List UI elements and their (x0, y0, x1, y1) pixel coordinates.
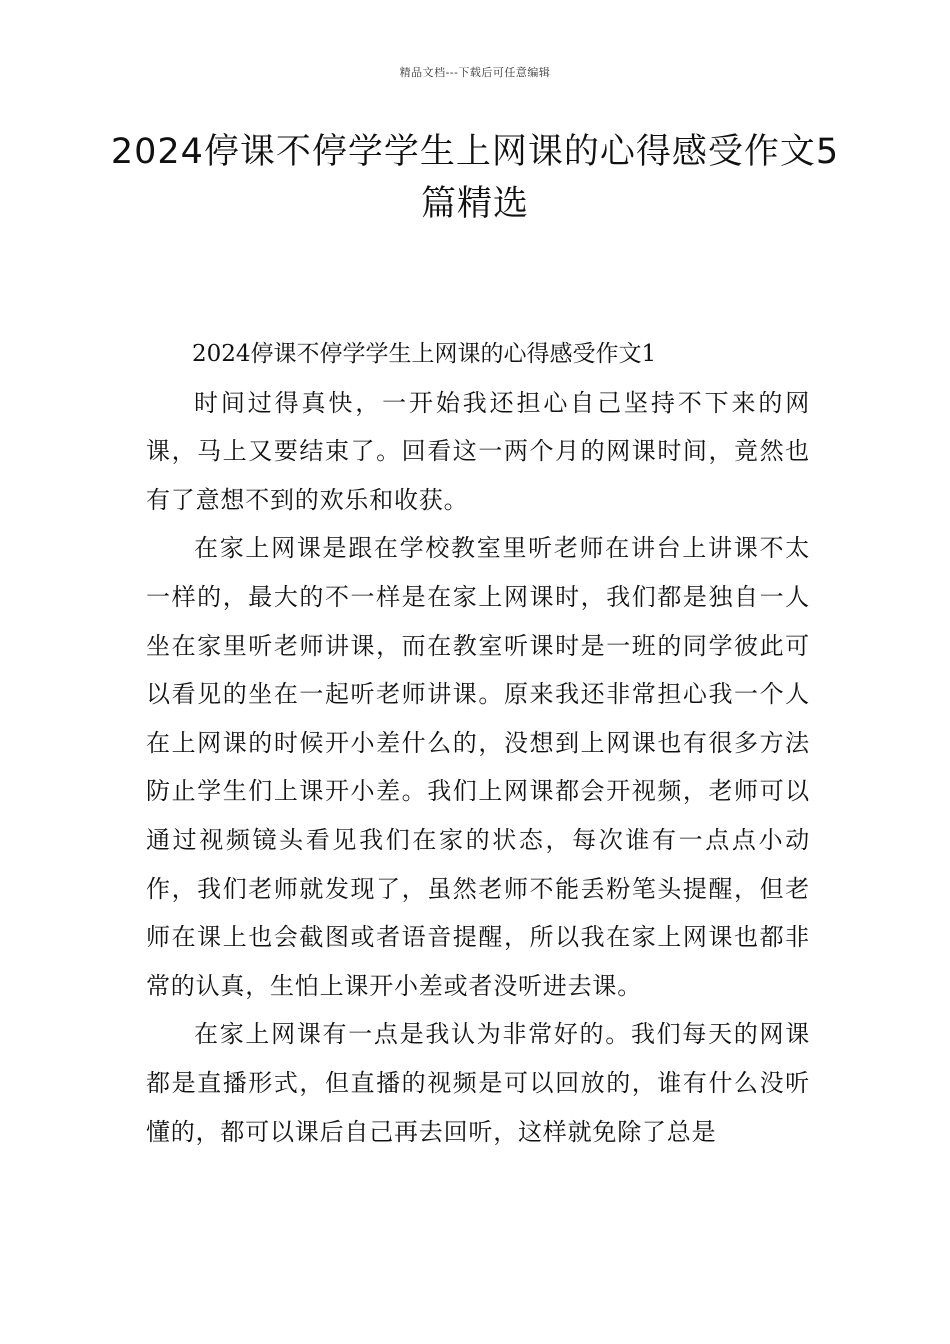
header-note: 精品文档---下载后可任意编辑 (399, 66, 551, 79)
paragraph: 时间过得真快，一开始我还担心自己坚持不下来的网课，马上又要结束了。回看这一两个月的网课时间，竟然也有了意想不到的欢乐和收获。 (146, 388, 810, 514)
document-body (146, 330, 810, 1156)
paragraph: 在家上网课有一点是我认为非常好的。我们每天的网课都是直播形式，但直播的视频是可以回放的，谁有什么没听懂的，都可以课后自己再去回听，这样就免除了总是 (146, 1020, 810, 1146)
paragraph: 在家上网课是跟在学校教室里听老师在讲台上讲课不太一样的，最大的不一样是在家上网课时，我们都是独自一人坐在家里听老师讲课，而在教室听课时是一班的同学彼此可以看见的坐在一起听老师讲课。原来我还非常担心我一个人在上网课的时候开小差什么的，没想到上网课也有很多方法防止学生们上课开小差。我们上网课都会开视频，老师可以通过视频镜头看见我们在家的状态，每次谁有一点点小动作，我们老师就发现了，虽然老师不能丢粉笔头提醒，但老师在课上也会截图或者语音提醒，所以我在家上网课也都非常的认真，生怕上课开小差或者没听进去课。 (146, 534, 810, 1000)
section-title: 2024停课不停学学生上网课的心得感受作文1 (192, 341, 657, 367)
document-title: 2024停课不停学学生上网课的心得感受作文5篇精选 (110, 132, 840, 224)
